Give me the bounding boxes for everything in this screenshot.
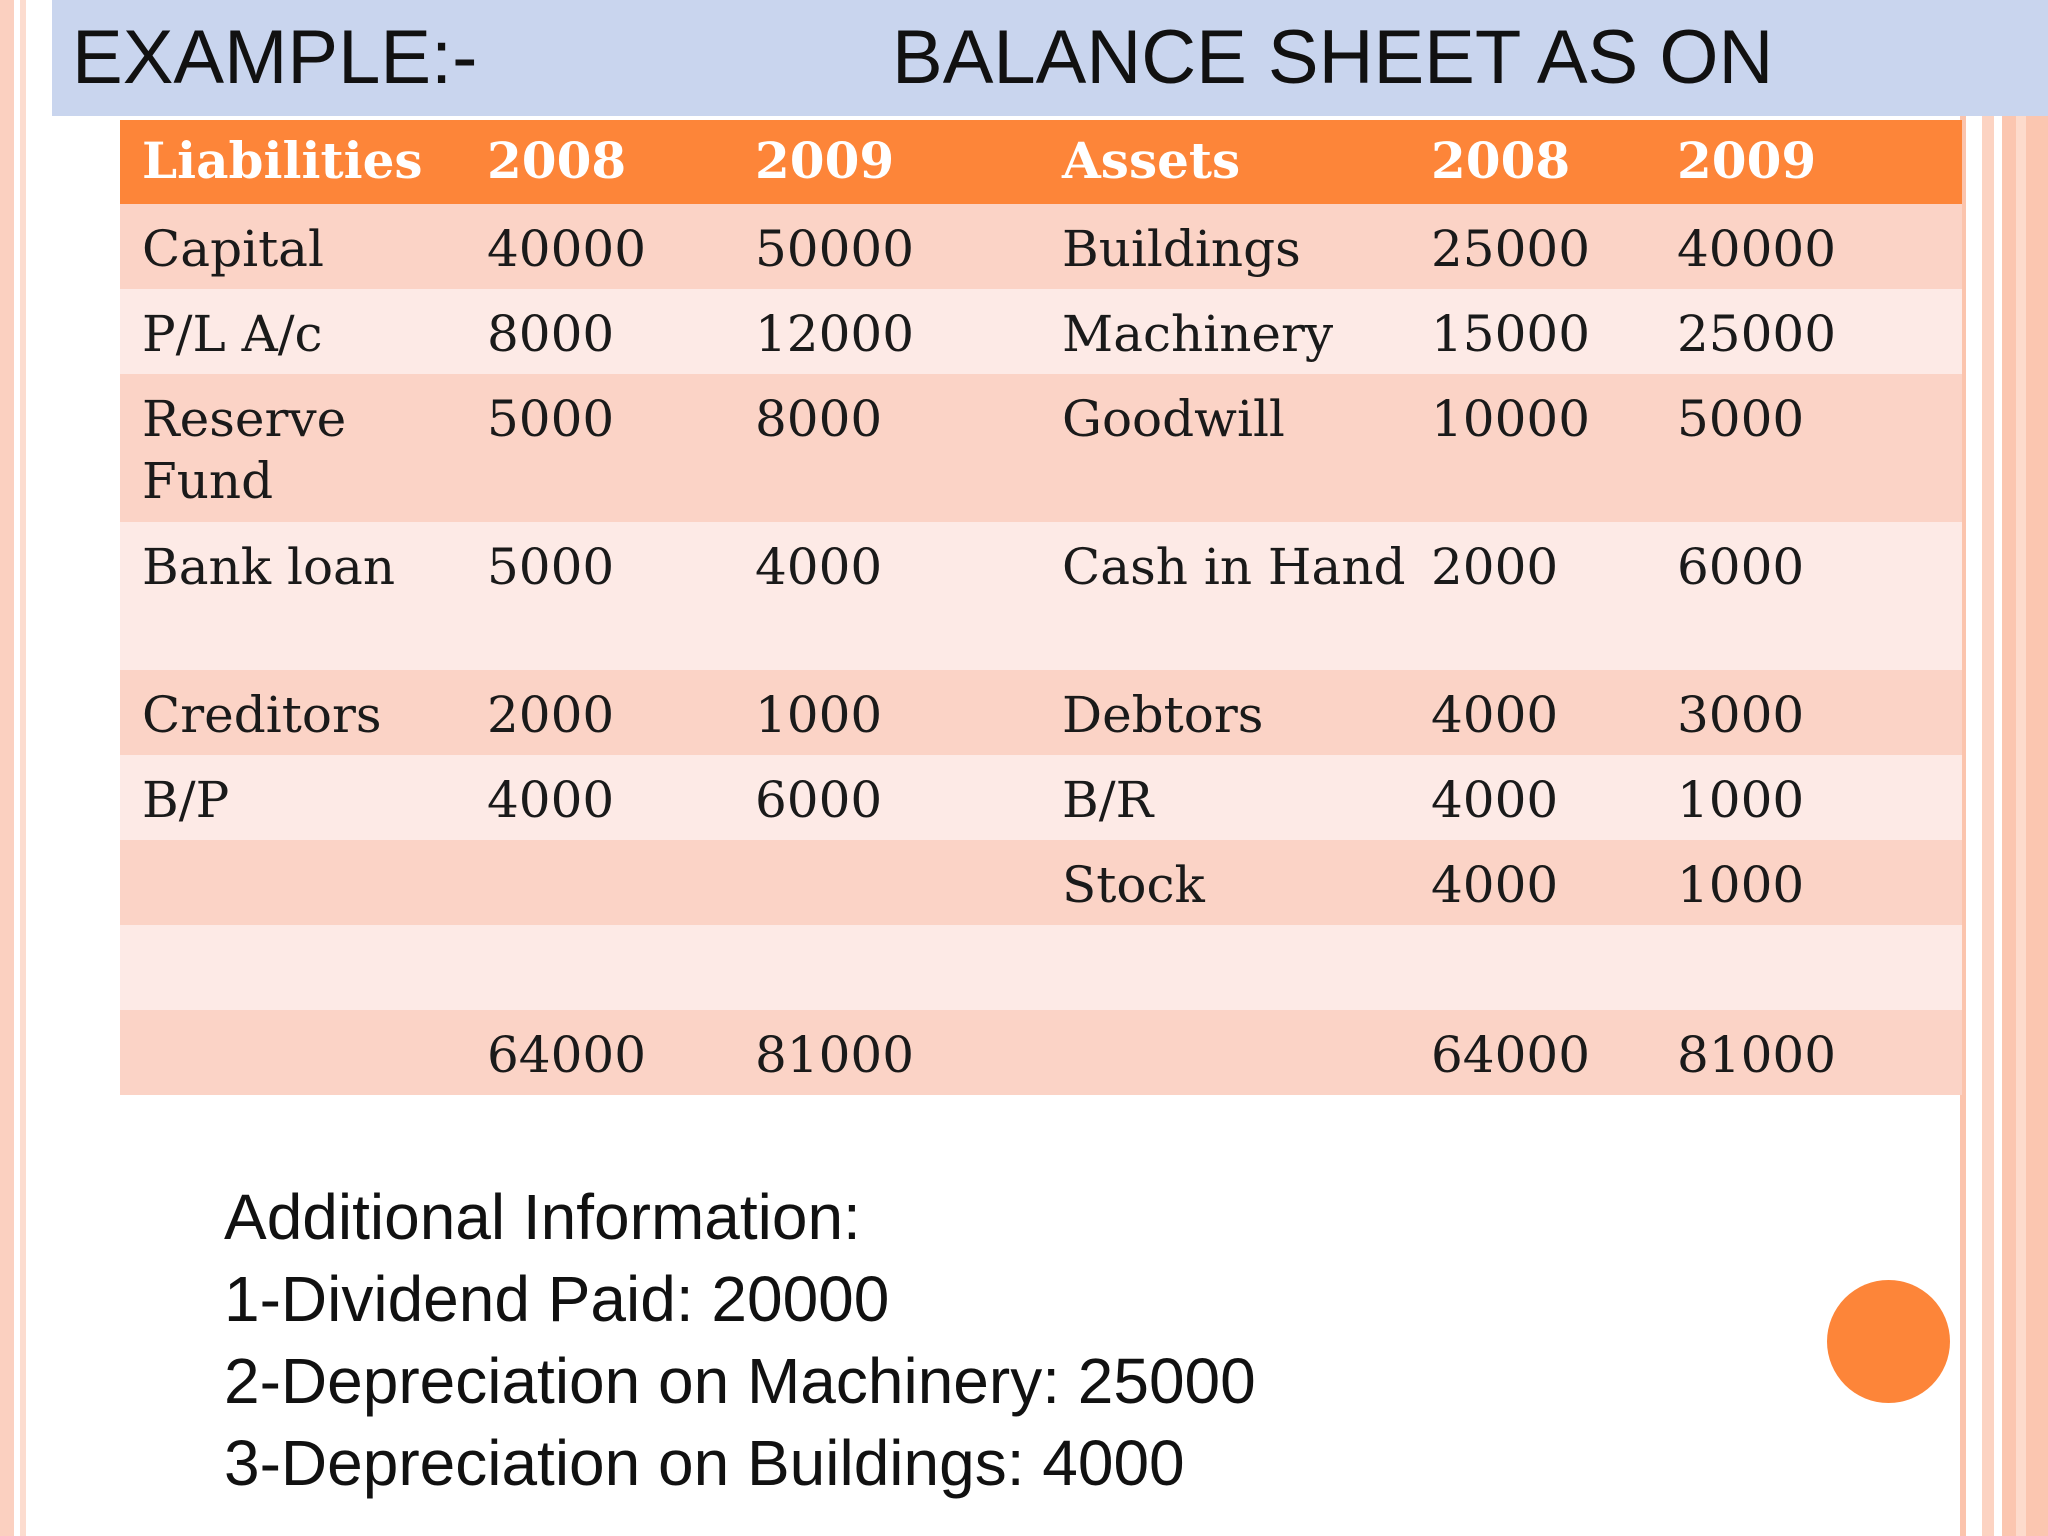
- liability-name: Creditors: [142, 686, 382, 744]
- asset-name: Machinery: [1062, 305, 1334, 363]
- asset-2009: 3000: [1677, 686, 1805, 744]
- liability-2009: 6000: [755, 771, 883, 829]
- liability-total-2008: 64000: [487, 1026, 647, 1084]
- table-row: [120, 840, 1962, 925]
- asset-2008: 10000: [1431, 390, 1591, 448]
- asset-2009: 40000: [1677, 220, 1837, 278]
- asset-2008: 4000: [1431, 856, 1559, 914]
- liability-2009: 4000: [755, 538, 883, 596]
- table-totals-row: [120, 1010, 1962, 1095]
- liability-2008: 40000: [487, 220, 647, 278]
- asset-total-2008: 64000: [1431, 1026, 1591, 1084]
- liability-name: Bank loan: [142, 538, 396, 596]
- slide-border-left-inner: [20, 0, 26, 1536]
- title-balance-sheet: BALANCE SHEET AS ON: [892, 15, 1774, 100]
- header-liabilities: Liabilities: [142, 131, 423, 190]
- asset-name: Stock: [1062, 856, 1205, 914]
- asset-2009: 1000: [1677, 771, 1805, 829]
- liability-2008: 5000: [487, 390, 615, 448]
- asset-2008: 15000: [1431, 305, 1591, 363]
- table-row: [120, 522, 1962, 670]
- liability-name: P/L A/c: [142, 305, 323, 363]
- asset-2009: 5000: [1677, 390, 1805, 448]
- header-liab-2009: 2009: [755, 131, 895, 190]
- liability-2008: 5000: [487, 538, 615, 596]
- asset-total-2009: 81000: [1677, 1026, 1837, 1084]
- liability-total-2009: 81000: [755, 1026, 915, 1084]
- asset-2008: 2000: [1431, 538, 1559, 596]
- title-bar: [52, 0, 2048, 116]
- info-heading: Additional Information:: [224, 1181, 861, 1253]
- liability-2008: 8000: [487, 305, 615, 363]
- asset-name: Buildings: [1062, 220, 1301, 278]
- title-example: EXAMPLE:-: [72, 15, 478, 100]
- additional-information: [224, 1176, 1256, 1504]
- asset-2009: 1000: [1677, 856, 1805, 914]
- asset-name: Goodwill: [1062, 390, 1285, 448]
- header-liab-2008: 2008: [487, 131, 627, 190]
- table-row: [120, 670, 1962, 755]
- asset-name: Cash in Hand: [1062, 538, 1406, 596]
- asset-2008: 4000: [1431, 686, 1559, 744]
- liability-2009: 1000: [755, 686, 883, 744]
- table-row-empty: [120, 925, 1962, 1010]
- asset-2008: 4000: [1431, 771, 1559, 829]
- liability-name: B/P: [142, 771, 230, 829]
- info-item-dividend: 1-Dividend Paid: 20000: [224, 1263, 890, 1335]
- table-header-row: [120, 120, 1962, 204]
- liability-2008: 4000: [487, 771, 615, 829]
- asset-name: Debtors: [1062, 686, 1264, 744]
- liability-2009: 50000: [755, 220, 915, 278]
- table-row: [120, 289, 1962, 374]
- liability-2009: 8000: [755, 390, 883, 448]
- asset-2008: 25000: [1431, 220, 1591, 278]
- asset-name: B/R: [1062, 771, 1154, 829]
- info-item-depreciation-machinery: 2-Depreciation on Machinery: 25000: [224, 1345, 1256, 1417]
- decorative-circle: [1827, 1280, 1950, 1403]
- table-row: [120, 204, 1962, 289]
- slide-border-right-3b: [2016, 0, 2026, 1536]
- header-assets: Assets: [1062, 131, 1241, 190]
- liability-2009: 12000: [755, 305, 915, 363]
- table-row: [120, 755, 1962, 840]
- balance-sheet-table: [120, 120, 1962, 1095]
- header-asset-2008: 2008: [1431, 131, 1571, 190]
- asset-2009: 25000: [1677, 305, 1837, 363]
- info-item-depreciation-buildings: 3-Depreciation on Buildings: 4000: [224, 1427, 1185, 1499]
- table-row: [120, 374, 1962, 522]
- liability-name: Capital: [142, 220, 324, 278]
- liability-2008: 2000: [487, 686, 615, 744]
- liability-name: Reserve Fund: [142, 390, 347, 510]
- slide-border-right-2: [1982, 0, 1994, 1536]
- asset-2009: 6000: [1677, 538, 1805, 596]
- slide-border-left: [0, 0, 14, 1536]
- header-asset-2009: 2009: [1677, 131, 1817, 190]
